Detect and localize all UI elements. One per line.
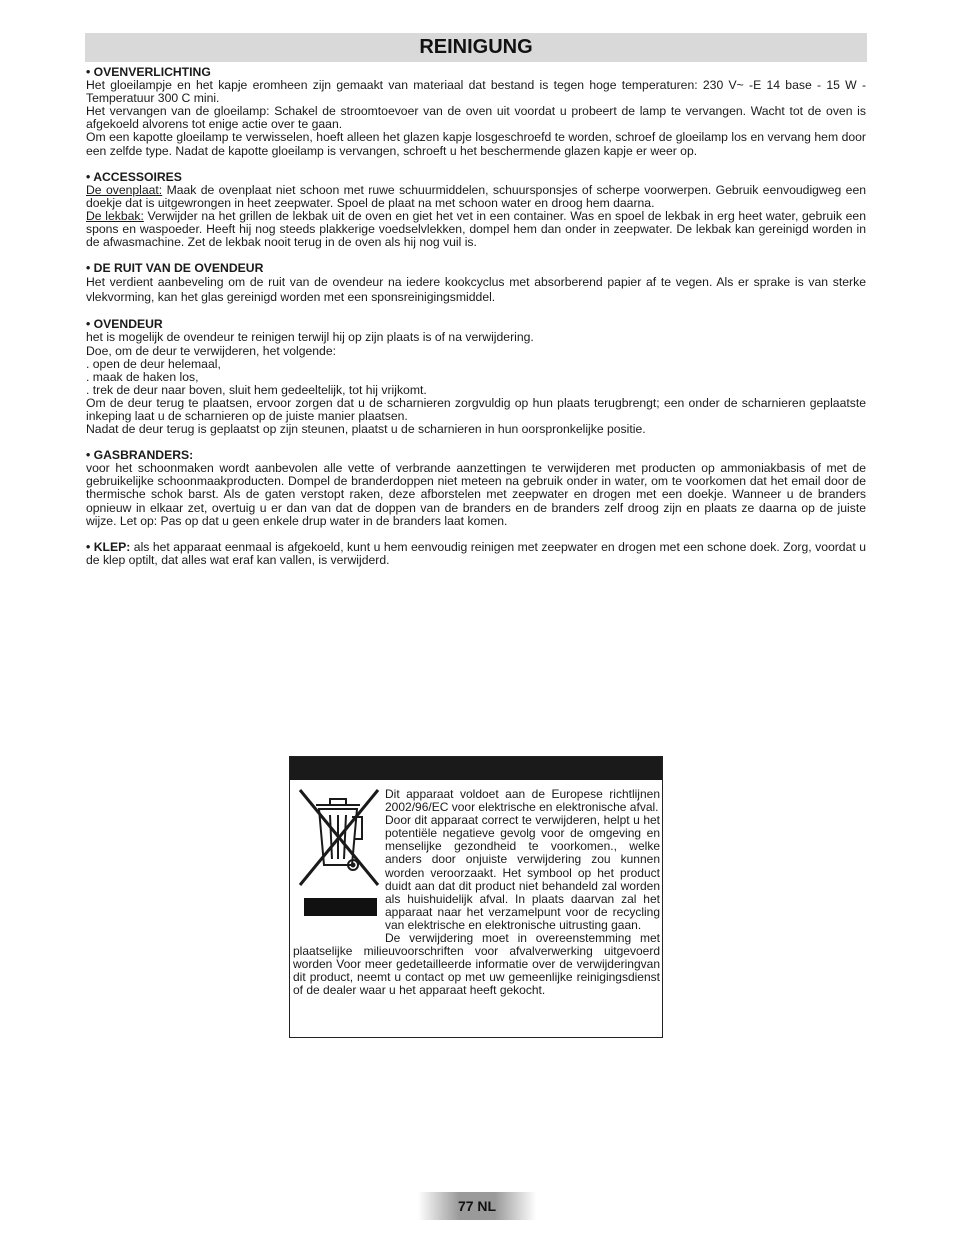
ovenplate-text: Maak de ovenplaat niet schoon met ruwe schuurmiddelen, schuursponsjes of scherpe voorwerpen. Gebruik eenvoudigweg een doekje dat is uitgewrongen in heet zeepwater. Spoel de plaat na met schoon water en droog hem daarna. [86,182,866,210]
section-heading: • GASBRANDERS: [86,448,194,463]
valve-text: als het apparaat eenmaal is afgekoeld, kunt u hem eenvoudig reinigen met zeepwater en drogen met een schone doek. Zorg, voordat u de klep optilt, dat alles wat eraf kan vallen, is verwijderd. [86,539,867,567]
section-door-glass [86,262,866,305]
list-item: . maak de haken los, [86,369,199,384]
paragraph [86,184,866,210]
page-number: 77 NL [457,1198,497,1214]
ovenplate-label: De ovenplaat: [86,182,163,197]
section-heading: • KLEP: [86,539,131,554]
section-heading: • OVENVERLICHTING [86,65,211,79]
paragraph: Om de deur terug te plaatsen, ervoor zorgen dat u de scharnieren zorgvuldig op hun plaats terugbrengt; een onder de scharnieren geplaatste inkeping laat u de scharnieren op de juiste manier plaatsen. [86,395,866,423]
paragraph: Het vervangen van de gloeilamp: Schakel de stroomtoevoer van de oven uit voordat u probeert de lamp te vervangen. Wacht tot de oven is afgekoeld alvorens tot enige actie over te gaan. [86,104,866,132]
section-accessories [86,171,866,250]
weee-paragraph: Dit apparaat voldoet aan de Europese richtlijnen 2002/96/EC voor elektrische en elektronische afval. [385,787,660,815]
weee-notice-box [289,756,663,1038]
icon-spacer [293,788,385,934]
dripping-pan-text: Verwijder na het grillen de lekbak uit de oven en giet het vet in een container. Was en spoel de lekbak in erg heet water, gebruik een spons en waspoeder. Heeft hij nog steeds plakkerige voedselvlekken, dompel hem dan onder in zeepwater. De lekbak kan gereinigd worden in de afwasmachine. Zet de lekbak nooit terug in de oven als hij nog vuil is. [86,208,866,250]
paragraph [86,541,866,567]
paragraph: Om een kapotte gloeilamp te verwisselen, hoeft alleen het glazen kapje losgeschroefd te worden, schroef de gloeilamp los en vervang hem door een zelfde type. Nadat de kapotte gloeilamp is vervangen, schroeft u het beschermende glazen kapje er weer op. [86,130,866,158]
weee-paragraph: Door dit apparaat correct te verwijderen, helpt u het potentiële negatieve gevolg voor de omgeving en menselijke gezondheid te voorkomen., welke anders door onjuiste verwijdering zou kunnen worden veroorzaakt. Het symbool op het product duidt aan dat dit product niet behandeld zal worden als huishuidelijk afval. In plaats daarvan zal het apparaat naar het verzamelpunt voor de recycling van elektrische en elektronische uitrusting gaan. [385,813,660,932]
weee-paragraph: De verwijdering moet in overeenstemming met plaatselijke milieuvoorschriften voor afvalverwerking uitgevoerd worden Voor meer gedetailleerde informatie over de verwijderingvan dit product, neemt u contact op met uw gemeenlijke reinigingsdienst of de dealer waar u het apparaat heeft gekocht. [293,931,660,998]
paragraph: Het gloeilampje en het kapje eromheen zijn gemaakt van materiaal dat bestand is tegen hoge temperaturen: 230 V~ -E 14 base - 15 W - Temperatuur 300 C mini. [86,78,866,106]
list-item: . open de deur helemaal, [86,356,221,371]
page-title: REINIGUNG [419,36,533,58]
list-item: . trek de deur naar boven, sluit hem gedeeltelijk, tot hij vrijkomt. [86,382,427,397]
paragraph: het is mogelijk de ovendeur te reinigen terwijl hij op zijn plaats is of na verwijdering. [86,330,534,345]
paragraph [86,210,866,249]
paragraph: voor het schoonmaken wordt aanbevolen alle vette of verbrande aanzettingen te verwijderen met producten op ammoniakbasis of met de gebruikelijke schoonmaakproducten. Dompel de branderdoppen niet meteen na gebruik onder in water, om te voorkomen dat het email door de thermische schok barst. Als de gaten verstopt raken, deze afborstelen met zeepwater en drogen met een doekje. Wanneer u de branders opnieuw in elkaar zet, overtuig u er dan van dat de doppen van de branders en de branders zelf droog zijn en plaats ze daarna op de juiste wijze. Let op: Pas op dat u geen enkele drup water in de branders laat komen. [86,461,866,528]
weee-text-block [293,788,660,998]
section-oven-door [86,318,866,436]
section-oven-lighting [86,66,866,158]
section-valve [86,541,866,567]
paragraph: Het verdient aanbeveling om de ruit van de ovendeur na iedere kookcyclus met absorberend papier af te vegen. Als er sprake is van sterke vlekvorming, kan het glas gereinigd worden met een sponsreinigingsmiddel. [86,275,866,305]
section-heading: • OVENDEUR [86,317,163,332]
document-body [86,66,866,580]
weee-header-bar [290,757,662,780]
section-gas-burners [86,449,866,528]
section-title-bar [85,33,867,62]
section-heading: • DE RUIT VAN DE OVENDEUR [86,261,264,276]
section-heading: • ACCESSOIRES [86,169,182,184]
dripping-pan-label: De lekbak: [86,208,144,223]
page-number-badge [418,1192,536,1220]
paragraph: Doe, om de deur te verwijderen, het volgende: [86,343,336,358]
paragraph: Nadat de deur terug is geplaatst op zijn steunen, plaatst u de scharnieren in hun oorspronkelijke positie. [86,422,646,437]
